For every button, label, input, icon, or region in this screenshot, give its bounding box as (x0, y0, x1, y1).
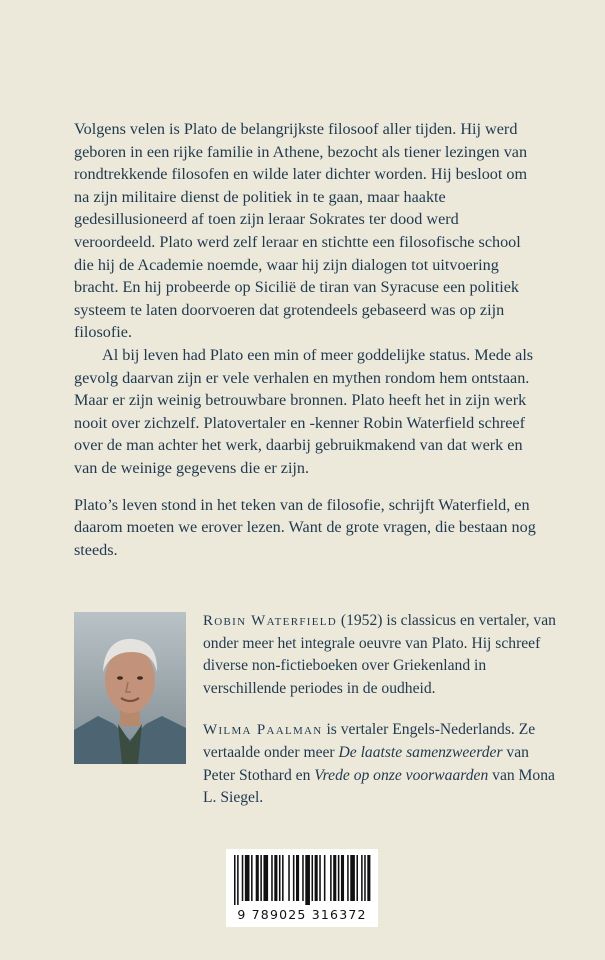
translator-bio-text-3: van Mona L. Siegel. (203, 766, 555, 807)
blurb-paragraph-3: Plato’s leven stond in het teken van de filosofie, schrijft Waterfield, en daarom moeten we erover lezen. Want de grote vragen, die bestaan nog steeds. (74, 495, 536, 559)
blurb-paragraph-2: Al bij leven had Plato een min of meer goddelijke status. Mede als gevolg daarvan zijn er vele verhalen en mythen rondom hem ontstaan. Maar er zijn weinig betrouwbare bronnen. Plato heeft het in zijn werk nooit over zichzelf. Platovertaler en -kenner Robin Waterfield schreef over de man achter het werk, daarbij gebruikmakend van dat werk en van de weinige gegevens die er zijn. (74, 345, 534, 477)
author-bio-text: (1952) is classicus en vertaler, van onder meer het integrale oeuvre van Plato. Hij schreef diverse non-fictieboeken over Griekenland in verschillende periodes in de oudheid. (203, 612, 556, 697)
contributor-bios (203, 610, 563, 810)
translator-bio-text-1: is vertaler Engels-Nederlands. Ze vertaalde onder meer (203, 721, 536, 761)
blurb-paragraph-1: Volgens velen is Plato de belangrijkste filosoof aller tijden. Hij werd geboren in een rijke familie in Athene, bezocht als tiener lezingen van rondtrekkende filosofen en wilde later dichter worden. Hij besloot om na zijn militaire dienst de politiek in te gaan, maar haakte gedesillusioneerd af toen zijn leraar Sokrates ter dood werd veroordeeld. Plato werd zelf leraar en stichtte een filosofische school die hij de Academie noemde, waar hij zijn dialogen tot uitvoering bracht. En hij probeerde op Sicilië de tiran van Syracuse een politiek systeem te laten doorvoeren dat grotendeels gebaseerd was op zijn filosofie. (74, 120, 528, 342)
author-bio (203, 610, 563, 700)
author-portrait-image (74, 612, 186, 764)
author-photo (74, 612, 186, 764)
back-cover-blurb (74, 118, 544, 561)
translator-bio (203, 719, 563, 809)
barcode-bars (226, 849, 378, 909)
isbn-number: 9 789025 316372 (237, 907, 367, 922)
book-title-2: Vrede op onze voorwaarden (314, 766, 489, 784)
book-title-1: De laatste samenzweerder (338, 743, 503, 761)
author-name: Robin Waterfield (203, 613, 337, 629)
translator-bio-text-2: van Peter Stothard en (203, 743, 529, 784)
translator-name: Wilma Paalman (203, 722, 323, 739)
isbn-barcode (226, 849, 378, 927)
